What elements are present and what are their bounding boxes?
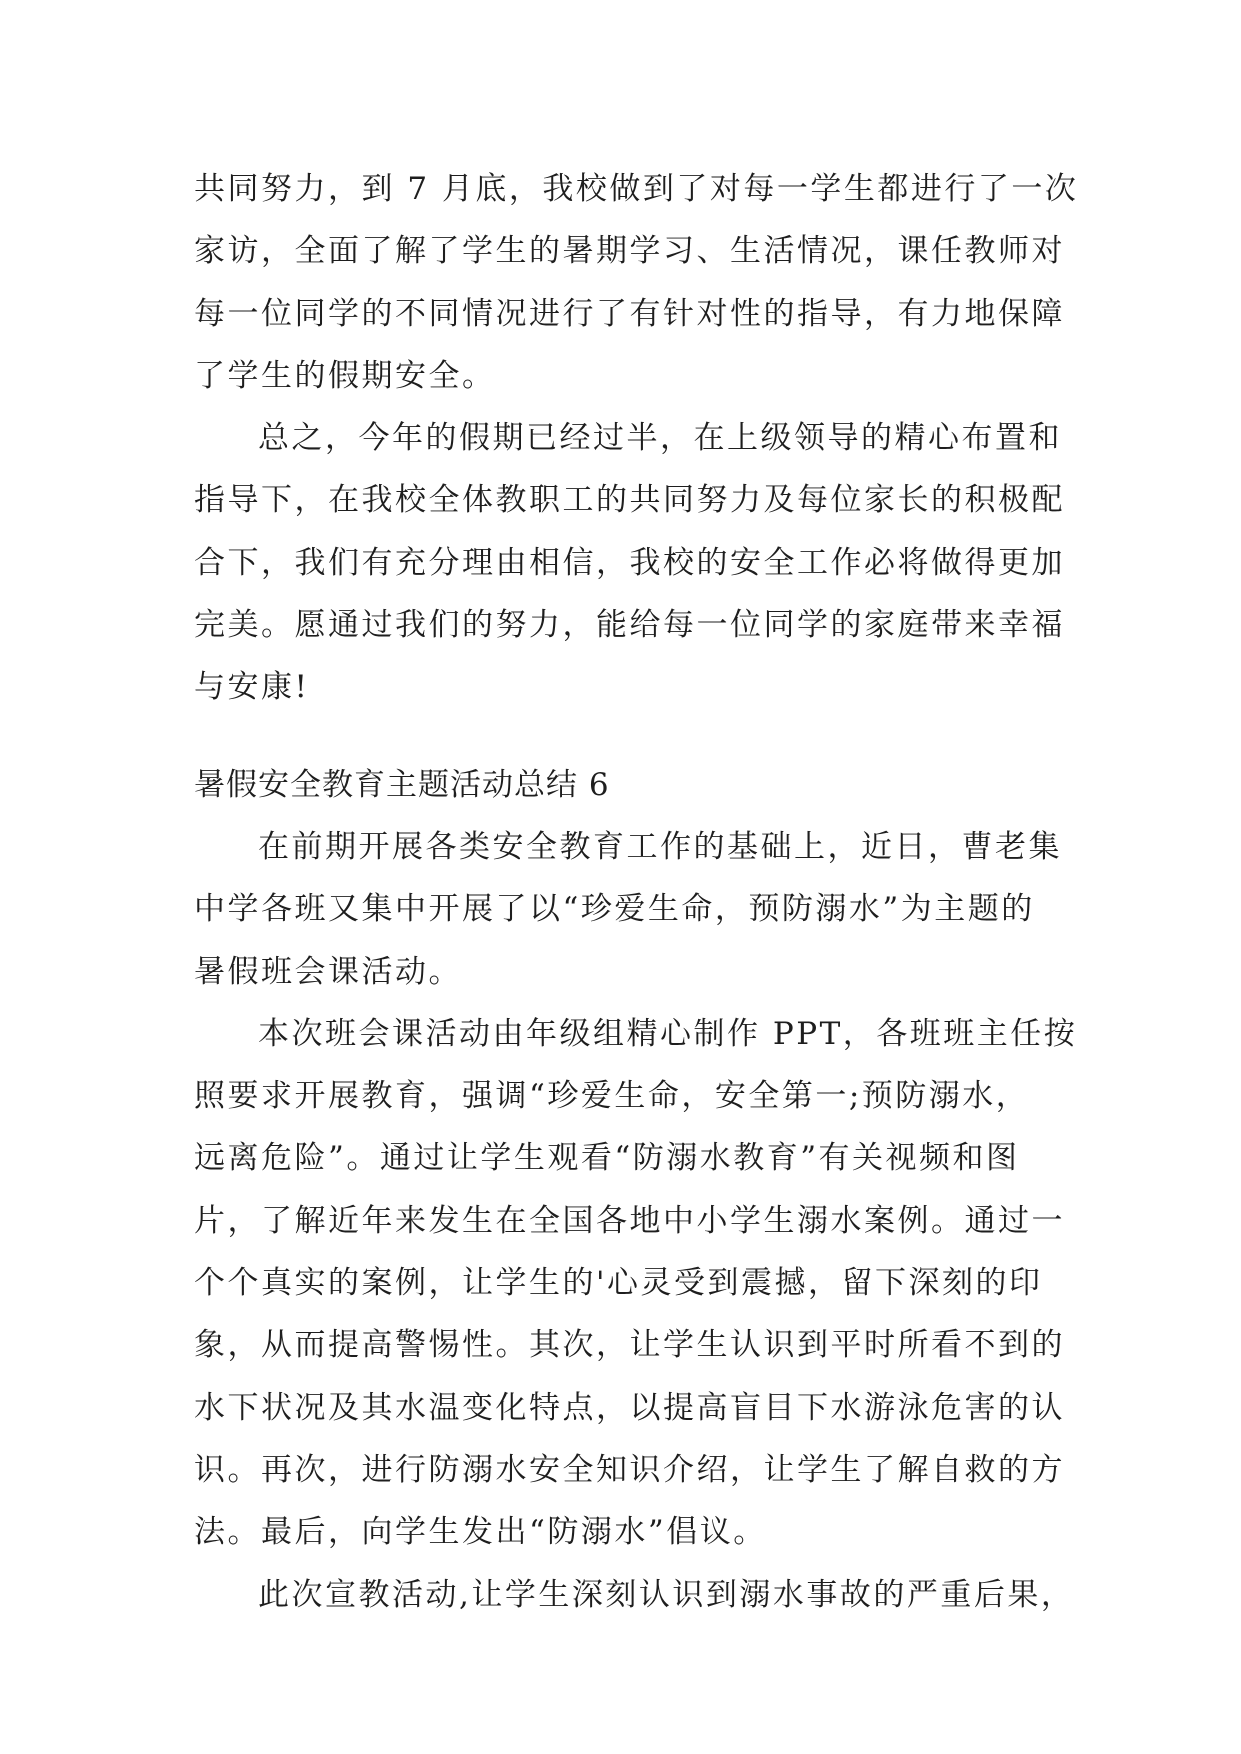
text-line: 合下，我们有充分理由相信，我校的安全工作必将做得更加 [194,544,1065,581]
text-line: 总之，今年的假期已经过半，在上级领导的精心布置和 [258,420,1062,457]
text-line: 法。最后，向学生发出“防溺水”倡议。 [194,1514,767,1551]
paragraph-intro [194,816,1060,1003]
text-line: 了学生的假期安全。 [194,357,496,394]
text-line: 照要求开展教育，强调“珍爱生命，安全第一;预防溺水， [194,1078,1030,1115]
text-line: 共同努力，到 7 月底，我校做到了对每一学生都进行了一次 [194,171,1079,207]
text-line: 识。再次，进行防溺水安全知识介绍，让学生了解自救的方 [194,1451,1065,1488]
text-line: 家访，全面了解了学生的暑期学习、生活情况，课任教师对 [194,233,1065,270]
document-body [194,158,1079,1626]
paragraph-continued [194,158,1079,407]
text-line: 本次班会课活动由年级组精心制作 PPT，各班班主任按 [258,1015,1078,1052]
text-line: 远离危险”。通过让学生观看“防溺水教育”有关视频和图 [194,1140,1020,1177]
text-line: 暑假班会课活动。 [194,953,462,990]
text-line: 片，了解近年来发生在全国各地中小学生溺水案例。通过一 [194,1202,1065,1239]
paragraph-summary [194,407,1065,718]
paragraph-last [194,1564,1075,1626]
text-line: 每一位同学的不同情况进行了有针对性的指导，有力地保障 [194,295,1065,332]
text-line: 指导下，在我校全体教职工的共同努力及每位家长的积极配 [194,482,1065,519]
paragraph-activity [194,1003,1078,1564]
text-line: 与安康! [194,669,310,706]
text-line: 完美。愿通过我们的努力，能给每一位同学的家庭带来幸福 [194,607,1065,644]
text-line: 个个真实的案例，让学生的'心灵受到震撼，留下深刻的印 [194,1265,1043,1302]
text-line: 在前期开展各类安全教育工作的基础上，近日，曹老集 [258,828,1062,865]
text-line: 中学各班又集中开展了以“珍爱生命，预防溺水”为主题的 [194,891,1035,928]
section-gap [194,719,1060,754]
section-heading: 暑假安全教育主题活动总结 6 [194,766,610,803]
text-line: 水下状况及其水温变化特点，以提高盲目下水游泳危害的认 [194,1389,1065,1426]
text-line: 象，从而提高警惕性。其次，让学生认识到平时所看不到的 [194,1327,1065,1364]
text-line: 此次宣教活动,让学生深刻认识到溺水事故的严重后果， [258,1576,1075,1613]
